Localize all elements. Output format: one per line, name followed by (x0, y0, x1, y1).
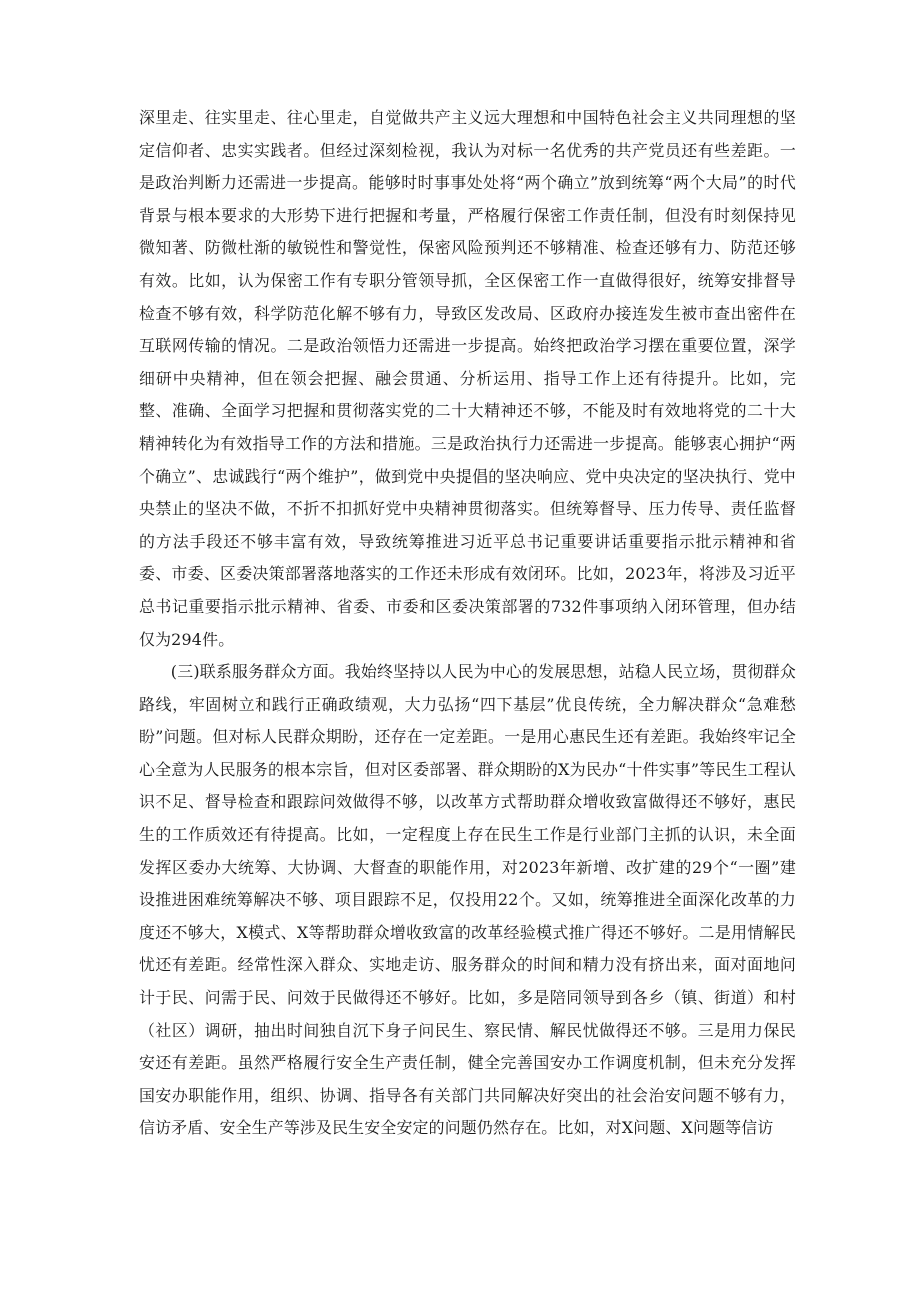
document-page (139, 102, 796, 1145)
paragraph-continuation: 深里走、往实里走、往心里走，自觉做共产主义远大理想和中国特色社会主义共同理想的坚定信仰者、忠实实践者。但经过深刻检视，我认为对标一名优秀的共产党员还有些差距。一是政治判断力还需进一步提高。能够时时事事处处将“两个确立”放到统筹“两个大局”的时代背景与根本要求的大形势下进行把握和考量，严格履行保密工作责任制，但没有时刻保持见微知著、防微杜渐的敏锐性和警觉性，保密风险预判还不够精准、检查还够有力、防范还够有效。比如，认为保密工作有专职分管领导抓，全区保密工作一直做得很好，统筹安排督导检查不够有效，科学防范化解不够有力，导致区发改局、区政府办接连发生被市查出密件在互联网传输的情况。二是政治领悟力还需进一步提高。始终把政治学习摆在重要位置，深学细研中央精神，但在领会把握、融会贯通、分析运用、指导工作上还有待提升。比如，完整、准确、全面学习把握和贯彻落实党的二十大精神还不够，不能及时有效地将党的二十大精神转化为有效指导工作的方法和措施。三是政治执行力还需进一步提高。能够衷心拥护“两个确立”、忠诚践行“两个维护”，做到党中央提倡的坚决响应、党中央决定的坚决执行、党中央禁止的坚决不做，不折不扣抓好党中央精神贯彻落实。但统筹督导、压力传导、责任监督的方法手段还不够丰富有效，导致统筹推进习近平总书记重要讲话重要指示批示精神和省委、市委、区委决策部署落地落实的工作还未形成有效闭环。比如，2023年，将涉及习近平总书记重要指示批示精神、省委、市委和区委决策部署的732件事项纳入闭环管理，但办结仅为294件。 (139, 108, 796, 649)
paragraph-section-three: (三)联系服务群众方面。我始终坚持以人民为中心的发展思想，站稳人民立场，贯彻群众路线，牢固树立和践行正确政绩观，大力弘扬“四下基层”优良传统，全力解决群众“急难愁盼”问题。但对标人民群众期盼，还存在一定差距。一是用心惠民生还有差距。我始终牢记全心全意为人民服务的根本宗旨，但对区委部署、群众期盼的X为民办“十件实事”等民生工程认识不足、督导检查和跟踪问效做得不够，以改革方式帮助群众增收致富做得还不够好，惠民生的工作质效还有待提高。比如，一定程度上存在民生工作是行业部门主抓的认识，未全面发挥区委办大统筹、大协调、大督查的职能作用，对2023年新增、改扩建的29个“一圈”建设推进困难统筹解决不够、项目跟踪不足，仅投用22个。又如，统筹推进全面深化改革的力度还不够大，X模式、X等帮助群众增收致富的改革经验模式推广得还不够好。二是用情解民忧还有差距。经常性深入群众、实地走访、服务群众的时间和精力没有挤出来，面对面地问计于民、问需于民、问效于民做得还不够好。比如，多是陪同领导到各乡（镇、街道）和村（社区）调研，抽出时间独自沉下身子问民生、察民情、解民忧做得还不够。三是用力保民安还有差距。虽然严格履行安全生产责任制，健全完善国安办工作调度机制，但未充分发挥国安办职能作用，组织、协调、指导各有关部门共同解决好突出的社会治安问题不够有力，信访矛盾、安全生产等涉及民生安全安定的问题仍然存在。比如，对X问题、X问题等信访 (139, 662, 796, 1138)
